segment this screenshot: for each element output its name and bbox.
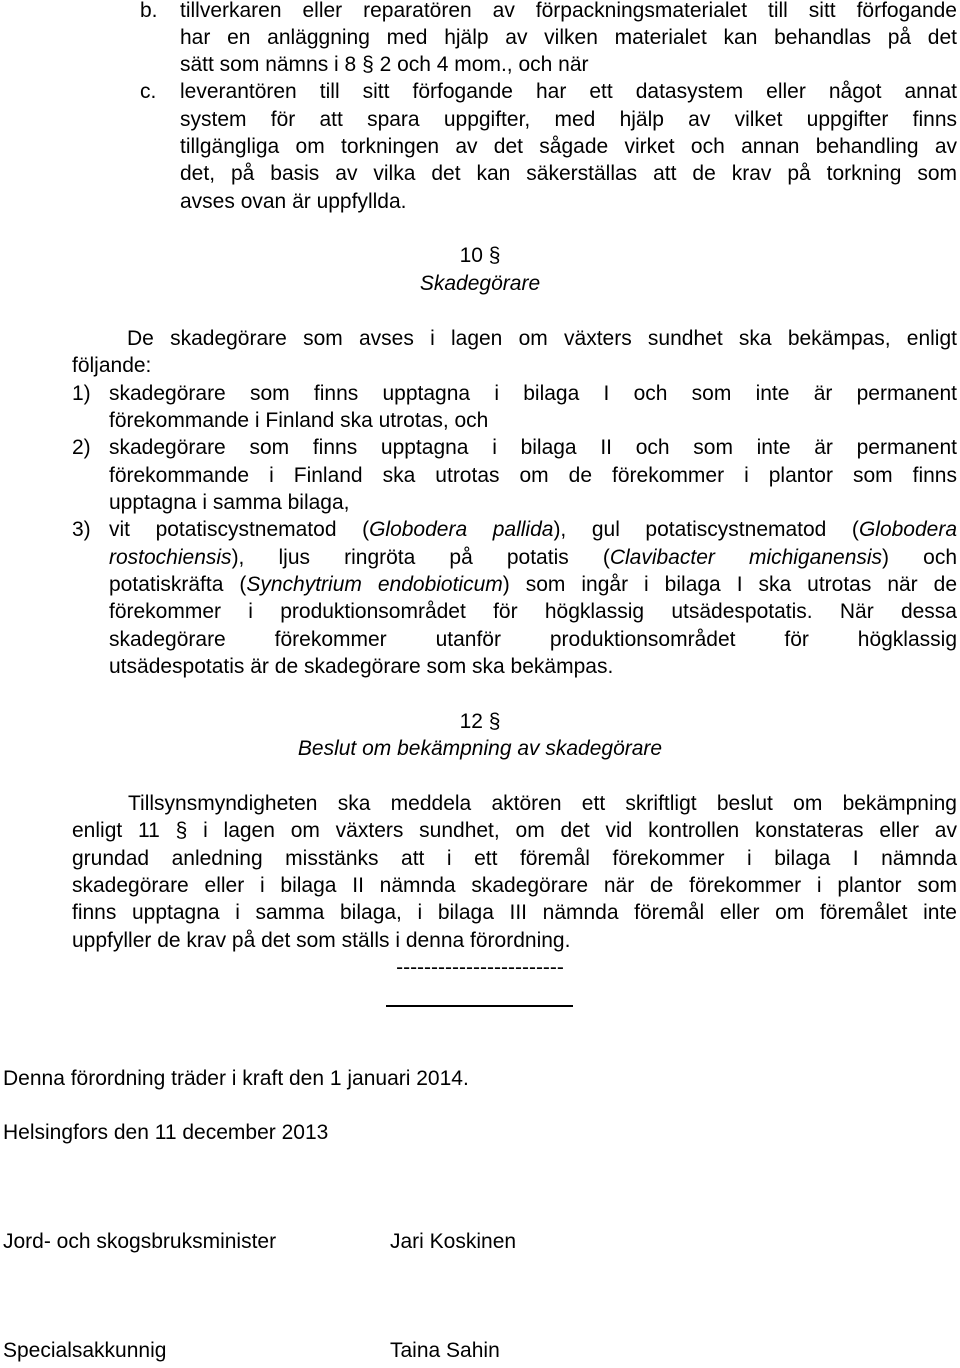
list-marker-3: 3) [72, 518, 91, 541]
signatory-name: Jari Koskinen [390, 1230, 517, 1253]
list-marker-b: b. [140, 0, 158, 22]
list-item-line: skadegörare som finns upptagna i bilaga II och som inte är permanent [109, 436, 957, 459]
list-c-line: system för att spara uppgifter, med hjälp av vilket uppgifter finns [180, 108, 957, 131]
list-c-line: avses ovan är uppfyllda. [180, 190, 407, 213]
list-item-line: vit potatiscystnematod (Globodera pallida), gul potatiscystnematod (Globodera [109, 518, 958, 541]
list-item-line: skadegörare förekommer utanför produktionsområdet för högklassig [109, 628, 957, 651]
paragraph-line: uppfyller de krav på det som ställs i denna förordning. [72, 929, 571, 952]
list-item-line: upptagna i samma bilaga, [109, 491, 350, 514]
paragraph-line: De skadegörare som avses i lagen om växters sundhet ska bekämpas, enligt [127, 327, 957, 350]
paragraph-line: enligt 11 § i lagen om växters sundhet, om det vid kontrollen konstateras eller av [72, 819, 957, 842]
list-item-line: skadegörare som finns upptagna i bilaga I och som inte är permanent [109, 382, 957, 405]
list-b-line: tillverkaren eller reparatören av förpackningsmaterialet till sitt förfogande [180, 0, 957, 22]
list-item-line: potatiskräfta (Synchytrium endobioticum) som ingår i bilaga I ska utrotas när de [109, 573, 957, 596]
list-marker-2: 2) [72, 436, 91, 459]
list-item-line: förekommande i Finland ska utrotas om de förekommer i plantor som finns [109, 464, 957, 487]
place-date: Helsingfors den 11 december 2013 [3, 1121, 329, 1144]
list-c-line: tillgängliga om torkningen av det sågade virket och annan behandling av [180, 135, 957, 158]
paragraph-line: skadegörare eller i bilaga II nämnda skadegörare när de förekommer i plantor som [72, 874, 957, 897]
signatory-name: Taina Sahin [390, 1339, 500, 1362]
list-item-line: rostochiensis), ljus ringröta på potatis (Clavibacter michiganensis) och [109, 546, 957, 569]
separator-rule [386, 1005, 573, 1007]
paragraph-line: Tillsynsmyndigheten ska meddela aktören ett skriftligt beslut om bekämpning [128, 792, 957, 815]
section-number: 10 § [459, 244, 501, 267]
paragraph-line: finns upptagna i samma bilaga, i bilaga III nämnda föremål eller om föremålet inte [72, 901, 957, 924]
section-title: Beslut om bekämpning av skadegörare [297, 737, 663, 760]
list-c-line: leverantören till sitt förfogande har ett datasystem eller något annat [180, 80, 957, 103]
list-b-line: har en anläggning med hjälp av vilken materialet kan behandlas på det [180, 26, 957, 49]
separator-dashes: ------------------------ [396, 956, 564, 979]
entry-into-force: Denna förordning träder i kraft den 1 januari 2014. [3, 1067, 469, 1090]
list-marker-1: 1) [72, 382, 91, 405]
list-item-line: förekommande i Finland ska utrotas, och [109, 409, 489, 432]
paragraph-line: följande: [72, 354, 152, 377]
signatory-title: Jord- och skogsbruksminister [3, 1230, 277, 1253]
list-marker-c: c. [140, 80, 157, 103]
list-item-line: förekommer i produktionsområdet för högklassig utsädespotatis. När dessa [109, 600, 957, 623]
list-b-line: sätt som nämns i 8 § 2 och 4 mom., och när [180, 53, 589, 76]
list-c-line: det, på basis av vilka det kan säkerställas att de krav på torkning som [180, 162, 957, 185]
paragraph-line: grundad anledning misstänks att i ett föremål förekommer i bilaga I nämnda [72, 847, 957, 870]
section-title: Skadegörare [419, 272, 541, 295]
signatory-title: Specialsakkunnig [3, 1339, 167, 1362]
section-number: 12 § [459, 710, 501, 733]
list-item-line: utsädespotatis är de skadegörare som ska bekämpas. [109, 655, 614, 678]
